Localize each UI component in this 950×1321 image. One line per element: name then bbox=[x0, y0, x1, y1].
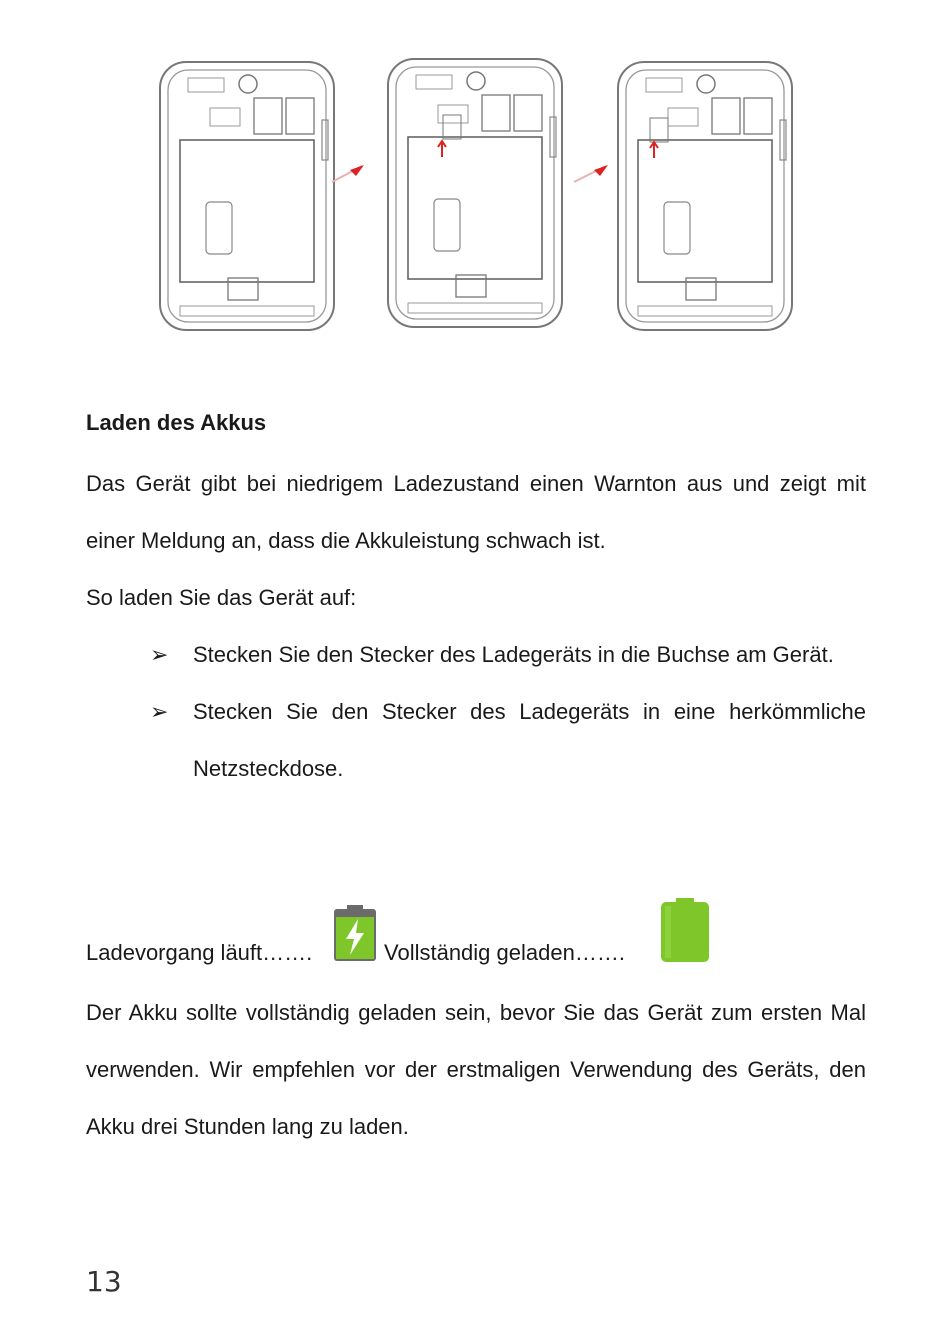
phone-step-1 bbox=[160, 62, 334, 330]
battery-charging-icon bbox=[332, 905, 378, 969]
phone-step-3 bbox=[618, 62, 792, 330]
arrow-icon bbox=[574, 165, 608, 182]
battery-insertion-figure bbox=[150, 52, 800, 337]
bullet-arrow-icon: ➢ bbox=[150, 642, 169, 667]
section-heading: Laden des Akkus bbox=[86, 410, 267, 435]
list-item bbox=[150, 626, 866, 683]
phone-step-2 bbox=[388, 59, 562, 327]
first-charge-paragraph: Der Akku sollte vollständig geladen sein, bevor Sie das Gerät zum ersten Mal verwenden. Wir empfehlen vor der erstmaligen Verwendung des Geräts, den Akku drei Stunden lang zu laden. bbox=[86, 1000, 866, 1139]
page-number: 13 bbox=[86, 1265, 122, 1298]
arrow-icon bbox=[332, 165, 364, 182]
charged-label: Vollständig geladen……. bbox=[384, 940, 625, 965]
list-item-text: Stecken Sie den Stecker des Ladegeräts in die Buchse am Gerät. bbox=[193, 642, 834, 667]
low-battery-paragraph: Das Gerät gibt bei niedrigem Ladezustand einen Warnton aus und zeigt mit einer Meldung an, dass die Akkuleistung schwach ist. bbox=[86, 471, 866, 553]
charging-label: Ladevorgang läuft……. bbox=[86, 940, 313, 965]
list-item bbox=[150, 683, 866, 797]
battery-full-icon bbox=[659, 898, 711, 970]
list-item-text: Stecken Sie den Stecker des Ladegeräts in eine herkömmliche Netzsteckdose. bbox=[193, 699, 866, 781]
charging-intro: So laden Sie das Gerät auf: bbox=[86, 585, 357, 610]
bullet-arrow-icon: ➢ bbox=[150, 699, 169, 724]
charging-steps-list bbox=[150, 626, 866, 797]
battery-status-row bbox=[86, 895, 866, 970]
